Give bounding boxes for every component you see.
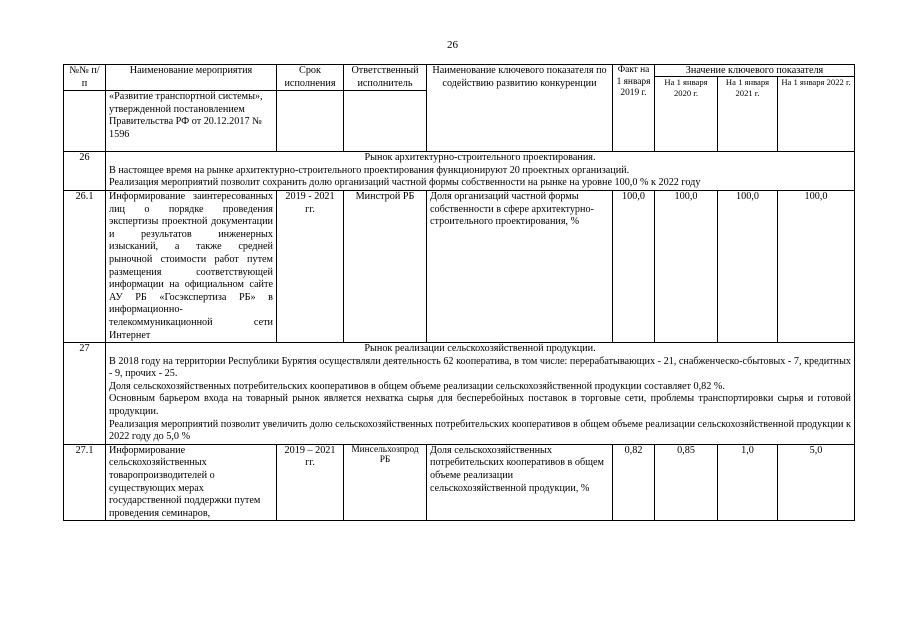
header-event: Наименование мероприятия bbox=[106, 65, 277, 91]
row-fact: 100,0 bbox=[613, 190, 655, 342]
section-description bbox=[106, 343, 855, 445]
row-responsible-continued bbox=[344, 91, 427, 152]
row-value-2020: 0,85 bbox=[655, 444, 718, 521]
row-term: 2019 – 2021 гг. bbox=[277, 444, 344, 521]
row-value-2022: 100,0 bbox=[778, 190, 855, 342]
header-2021: На 1 января 2021 г. bbox=[718, 77, 778, 152]
header-indicator: Наименование ключевого показателя по содействию развитию конкуренции bbox=[427, 65, 613, 152]
section-paragraph: Реализация мероприятий позволит увеличить долю сельскохозяйственных потребительских кооперативов в общем объеме реализации сельскохозяйственной продукции к 2022 году до 5,0 % bbox=[109, 418, 852, 443]
row-event-continued: «Развитие транспортной системы», утвержденной постановлением Правительства РФ от 20.12.2017 № 1596 bbox=[106, 91, 277, 152]
row-term-continued bbox=[277, 91, 344, 152]
section-title: Рынок реализации сельскохозяйственной продукции. bbox=[364, 343, 596, 355]
header-fact: Факт на 1 января 2019 г. bbox=[613, 65, 655, 152]
section-paragraph: Основным барьером входа на товарный рынок является нехватка сырья для бесперебойных поставок в торговые сети, проблемы транспортировки сырья и готовой продукции. bbox=[109, 393, 852, 418]
row-indicator: Доля сельскохозяйственных потребительских кооперативов в общем объеме реализации сельскохозяйственной продукции, % bbox=[427, 444, 613, 521]
competition-plan-table bbox=[63, 64, 855, 521]
row-event: Информирование заинтересованных лиц о порядке проведения экспертизы проектной документации и результатов инженерных изысканий, а также средней рыночной стоимости работ путем размещения соответствующей информации на официальном сайте АУ РБ «Госэкспертиза РБ» в информационно-телекоммуникационной сети Интернет bbox=[106, 190, 277, 342]
row-value-2021: 1,0 bbox=[718, 444, 778, 521]
header-responsible: Ответственный исполнитель bbox=[344, 65, 427, 91]
header-2020: На 1 января 2020 г. bbox=[655, 77, 718, 152]
section-row-27 bbox=[64, 343, 855, 445]
section-description bbox=[106, 152, 855, 191]
section-paragraph: Доля сельскохозяйственных потребительских кооперативов в общем объеме реализации сельскохозяйственной продукции составляет 0,82 %. bbox=[109, 380, 725, 392]
row-event: Информирование сельскохозяйственных товаропроизводителей о существующих мерах государственной поддержки путем проведения семинаров, bbox=[106, 444, 277, 521]
row-indicator: Доля организаций частной формы собственности в сфере архитектурно-строительного проектирования, % bbox=[427, 190, 613, 342]
row-fact: 0,82 bbox=[613, 444, 655, 521]
header-2022: На 1 января 2022 г. bbox=[778, 77, 855, 152]
table-header-row bbox=[64, 65, 855, 77]
section-line: В настоящее время на рынке архитектурно-строительного проектирования функционируют 20 проектных организаций. bbox=[109, 164, 630, 176]
row-value-2020: 100,0 bbox=[655, 190, 718, 342]
row-responsible: Минсельхозпрод РБ bbox=[344, 444, 427, 521]
row-num: 27.1 bbox=[64, 444, 106, 521]
row-value-2022: 5,0 bbox=[778, 444, 855, 521]
header-num: №№ п/п bbox=[64, 65, 106, 91]
row-num: 26.1 bbox=[64, 190, 106, 342]
row-num-continued bbox=[64, 91, 106, 152]
header-value-group: Значение ключевого показателя bbox=[655, 65, 855, 77]
section-paragraph: В 2018 году на территории Республики Бурятия осуществляли деятельность 62 кооператива, в том числе: перерабатывающих - 21, снабженческо-сбытовых - 7, кредитных - 9, прочих - 25. bbox=[109, 355, 852, 380]
section-num: 27 bbox=[64, 343, 106, 445]
row-term: 2019 - 2021 гг. bbox=[277, 190, 344, 342]
row-value-2021: 100,0 bbox=[718, 190, 778, 342]
section-num: 26 bbox=[64, 152, 106, 191]
section-row-26 bbox=[64, 152, 855, 191]
section-title: Рынок архитектурно-строительного проектирования. bbox=[364, 152, 596, 164]
page-number: 26 bbox=[447, 39, 458, 51]
section-line: Реализация мероприятий позволит сохранить долю организаций частной формы собственности на рынке на уровне 100,0 % к 2022 году bbox=[109, 177, 701, 189]
table-row bbox=[64, 190, 855, 342]
header-term: Срок исполнения bbox=[277, 65, 344, 91]
table-row bbox=[64, 444, 855, 521]
row-responsible: Минстрой РБ bbox=[344, 190, 427, 342]
